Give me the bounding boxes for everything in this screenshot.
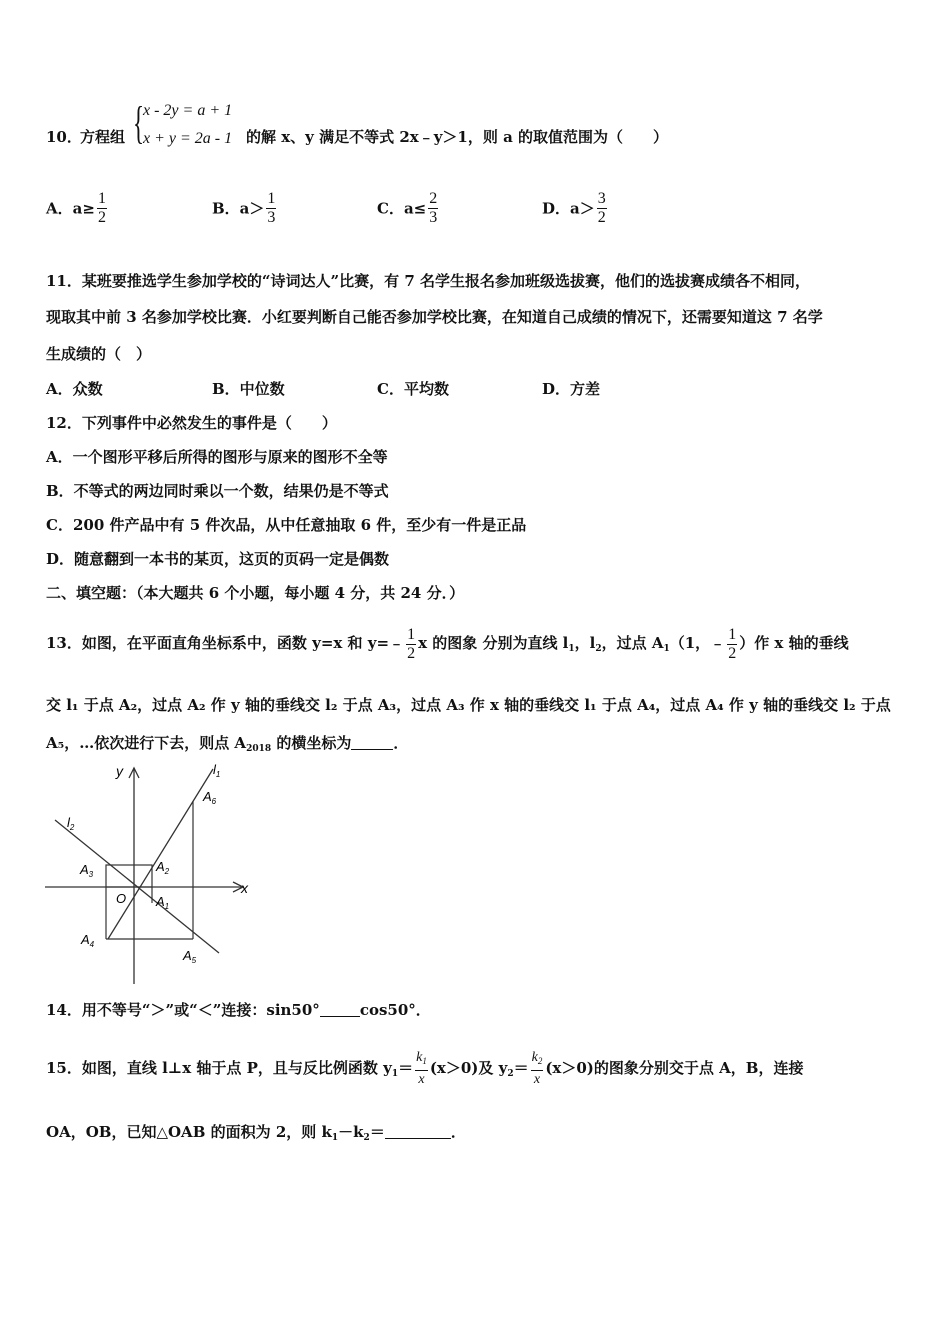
q10-option-a: A．a≥ $\frac{1}{2}$: [46, 190, 106, 226]
q10-number: 10．: [46, 128, 82, 146]
q10-prefix: 方程组: [80, 128, 126, 146]
q10-option-d: D．a＞ $\frac{3}{2}$: [542, 190, 606, 226]
a5-label: $A_5$: [183, 948, 197, 965]
q12-stem: 12．下列事件中必然发生的事件是（ ）: [46, 414, 337, 432]
q11-option-a: A．众数: [46, 380, 103, 398]
q14-line: 14．用不等号“＞”或“＜”连接：sin50° cos50°．: [46, 1001, 431, 1019]
a6-label: $A_6$: [203, 789, 217, 806]
fraction: $\frac{3}{2}$: [597, 190, 606, 226]
section-heading: 二、填空题：（本大题共 6 个小题，每小题 4 分，共 24 分．）: [46, 584, 465, 602]
a3-label: $A_3$: [80, 862, 94, 879]
q10-text: 的解 x、y 满足不等式 2x﹣y＞1，则 a 的取值范围为（ ）: [246, 128, 669, 146]
answer-blank[interactable]: [320, 1002, 360, 1017]
a4-label: $A_4$: [81, 932, 95, 949]
q11-line2: 现取其中前 3 名参加学校比赛．小红要判断自己能否参加学校比赛，在知道自己成绩的情况下，还需要知道这 7 名学: [46, 308, 823, 326]
answer-blank[interactable]: [385, 1124, 451, 1139]
q12-option-d: D．随意翻到一本书的某页，这页的页码一定是偶数: [46, 550, 390, 568]
l2-label: $l_2$: [67, 815, 75, 832]
q12-option-a: A．一个图形平移后所得的图形与原来的图形不全等: [46, 448, 388, 466]
q10-option-b: B．a＞ $\frac{1}{3}$: [212, 190, 276, 226]
q10-eq2: x + y = 2a - 1: [143, 130, 233, 147]
line-l1: [108, 769, 213, 939]
x-axis-label: x: [241, 880, 248, 896]
q11-option-b: B．中位数: [212, 380, 285, 398]
q12-option-c: C．200 件产品中有 5 件次品，从中任意抽取 6 件，至少有一件是正品: [46, 516, 527, 534]
q15-line2: OA，OB，已知△OAB 的面积为 2，则 $k_1-k_2=$ ．: [46, 1123, 466, 1143]
coordinate-figure: [43, 756, 258, 988]
q11-line3: 生成绩的（ ）: [46, 345, 152, 363]
q11-option-c: C．平均数: [377, 380, 449, 398]
q11-option-d: D．方差: [542, 380, 601, 398]
y-axis-label: y: [116, 763, 123, 779]
fraction: $\frac{k_1}{x}$: [416, 1050, 427, 1087]
q10-option-c: C．a≤ $\frac{2}{3}$: [377, 190, 438, 226]
l1-label: $l_1$: [213, 762, 221, 779]
q11-line1: 11．某班要推选学生参加学校的“诗词达人”比赛，有 7 名学生报名参加班级选拔赛，他们的选拔赛成绩各不相同，: [46, 272, 811, 290]
fraction: $\frac{1}{2}$: [97, 190, 106, 226]
q13-line1: 13．如图，在平面直角坐标系中，函数 y=x 和 y=﹣ $\frac{1}{2}$ x 的图象 分别为直线 $l_1$，$l_2$，过点 $A_1(1$，﹣ $\frac{1}{2}$ ）作 x 轴的垂线: [46, 625, 849, 662]
fraction: $\frac{2}{3}$: [429, 190, 438, 226]
q13-line3: A₅，…依次进行下去，则点 $A_{2018}$ 的横坐标为 ．: [46, 734, 409, 754]
q10-eq1: x - 2y = a + 1: [143, 102, 233, 119]
a2-label: $A_2$: [156, 859, 170, 876]
fraction: $\frac{1}{3}$: [267, 190, 276, 226]
answer-blank[interactable]: [351, 735, 393, 750]
q15-line1: 15．如图，直线 l⊥x 轴于点 P，且与反比例函数 $y_1=$ $\frac{k_1}{x}$ (x＞0)及 $y_2=$ $\frac{k_2}{x}$ (x＞0)的图象分别交于点 A，B，连接: [46, 1050, 804, 1087]
q10-equation-system: [133, 97, 253, 152]
origin-label: O: [116, 891, 127, 906]
a1-label: $A_1$: [156, 894, 170, 911]
fraction: $\frac{1}{2}$: [407, 625, 416, 662]
left-brace: {: [133, 97, 145, 148]
fraction: $\frac{1}{2}$: [728, 625, 737, 662]
construction-rect: [106, 865, 152, 887]
fraction: $\frac{k_2}{x}$: [531, 1050, 543, 1087]
q12-option-b: B．不等式的两边同时乘以一个数，结果仍是不等式: [46, 482, 389, 500]
q13-line2: 交 l₁ 于点 A₂，过点 A₂ 作 y 轴的垂线交 l₂ 于点 A₃，过点 A₃ 作 x 轴的垂线交 l₁ 于点 A₄，过点 A₄ 作 y 轴的垂线交 l₂ 于点: [46, 696, 891, 714]
